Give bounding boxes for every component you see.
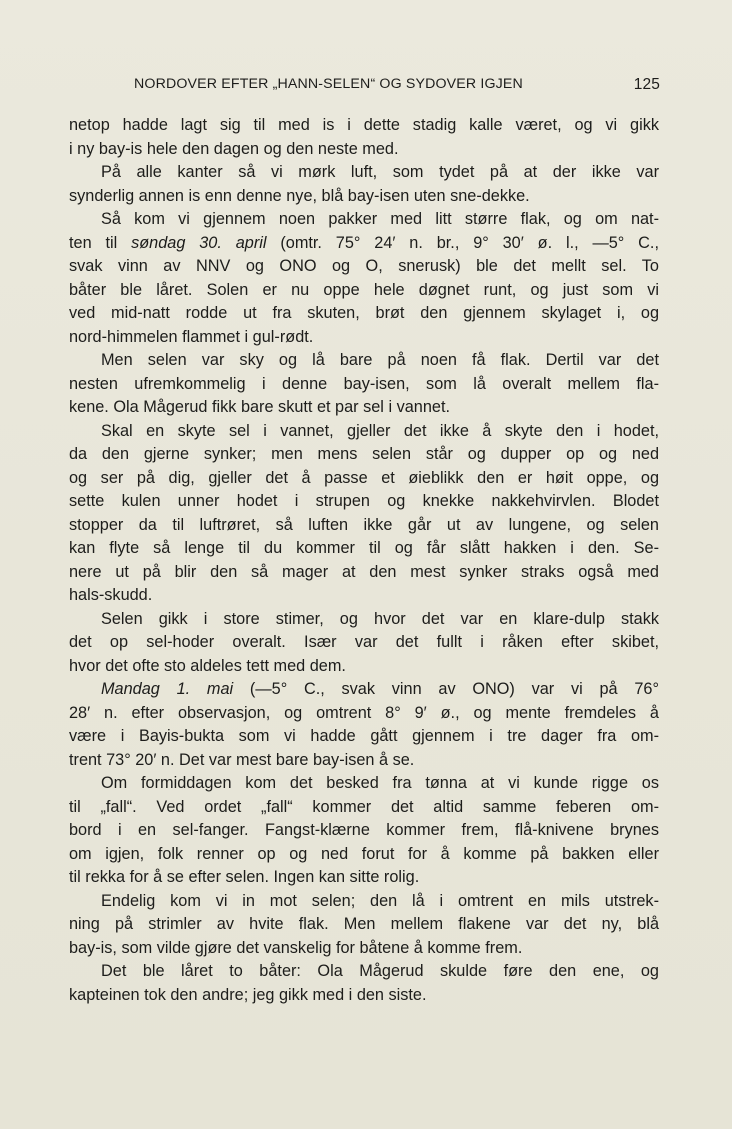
text-line: hals-skudd.: [69, 586, 153, 604]
paragraph: [69, 960, 659, 1007]
text-line: Så kom vi gjennem noen pakker med litt større flak, og om nat-: [101, 210, 659, 228]
text-line: nesten ufremkommelig i denne bay-isen, som lå overalt mellem fla-: [69, 374, 659, 393]
paragraph: [69, 208, 659, 349]
text-line: ten til søndag 30. april (omtr. 75° 24′ n. br., 9° 30′ ø. l., —5° C.,: [69, 233, 659, 252]
text-line: om igjen, folk renner op og ned forut for å komme på bakken eller: [69, 844, 659, 863]
text-line: da den gjerne synker; men mens selen står og dupper op og ned: [69, 445, 659, 463]
running-head: NORDOVER EFTER „HANN-SELEN“ OG SYDOVER IGJEN: [134, 76, 523, 92]
text-line: stopper da til luftrøret, så luften ikke går ut av lungene, og selen: [69, 515, 659, 534]
paragraph: [69, 349, 659, 420]
text-line: Men selen var sky og lå bare på noen få flak. Dertil var det: [101, 351, 659, 369]
text-line: og ser på dig, gjeller det å passe et øieblikk den er høit oppe, og: [69, 468, 659, 487]
paragraph: [69, 890, 659, 961]
text-line: være i Bayis-bukta som vi hadde gått gjennem i tre dager fra om-: [69, 727, 659, 745]
text-line: båter ble låret. Solen er nu oppe hele døgnet runt, og just som vi: [69, 280, 659, 299]
paragraph: [69, 114, 659, 161]
text-line: hvor det ofte sto aldeles tett med dem.: [69, 656, 346, 675]
text-line: netop hadde lagt sig til med is i dette stadig kalle været, og vi gikk: [69, 116, 659, 134]
text-line: kan flyte så lenge til du kommer til og får slått hakken i den. Se-: [69, 539, 659, 557]
text-line: synderlig annen is enn denne nye, blå bay-isen uten sne-dekke.: [69, 186, 530, 205]
text-line: i ny bay-is hele den dagen og den neste med.: [69, 139, 399, 158]
text-line: Om formiddagen kom det besked fra tønna at vi kunde rigge os: [101, 774, 659, 792]
paragraph: [69, 608, 659, 679]
text-line: Det ble låret to båter: Ola Mågerud skulde føre den ene, og: [101, 962, 659, 980]
text-line: til rekka for å se efter selen. Ingen kan sitte rolig.: [69, 868, 420, 886]
text-line: til „fall“. Ved ordet „fall“ kommer det altid samme feberen om-: [69, 797, 659, 816]
text-line: bord i en sel-fanger. Fangst-klærne kommer frem, flå-knivene brynes: [69, 821, 659, 839]
text-line: Endelig kom vi in mot selen; den lå i omtrent en mils utstrek-: [101, 891, 659, 910]
text-line: 28′ n. efter observasjon, og omtrent 8° 9′ ø., og mente fremdeles å: [69, 703, 659, 722]
text-line: sette kulen unner hodet i strupen og knekke nakkehvirvlen. Blodet: [69, 492, 659, 510]
text-line: nere ut på blir den så mager at den mest synker straks også med: [69, 562, 659, 581]
text-line: Selen gikk i store stimer, og hvor det var en klare-dulp stakk: [101, 609, 659, 628]
paragraph: [69, 772, 659, 890]
paragraph: [69, 678, 659, 772]
text-line: bay-is, som vilde gjøre det vanskelig for båtene å komme frem.: [69, 938, 523, 957]
text-line: ning på strimler av hvite flak. Men mellem flakene var det ny, blå: [69, 915, 659, 933]
text-line: nord-himmelen flammet i gul-rødt.: [69, 327, 314, 346]
text-line: ved mid-natt rodde ut fra skuten, brøt den gjennem skylaget i, og: [69, 304, 659, 322]
text-line: trent 73° 20′ n. Det var mest bare bay-isen å se.: [69, 750, 415, 769]
paragraph: [69, 420, 659, 608]
text-line: Mandag 1. mai (—5° C., svak vinn av ONO) var vi på 76°: [101, 680, 659, 698]
text-line: svak vinn av NNV og ONO og O, snerusk) ble det mellt sel. To: [69, 257, 659, 275]
text-line: kene. Ola Mågerud fikk bare skutt et par sel i vannet.: [69, 398, 450, 416]
text-line: det op sel-hoder overalt. Især var det fullt i råken efter skibet,: [69, 633, 659, 651]
text-line: kapteinen tok den andre; jeg gikk med i den siste.: [69, 985, 427, 1004]
page-number: 125: [633, 76, 660, 93]
page-header: [134, 76, 660, 98]
text-line: Skal en skyte sel i vannet, gjeller det ikke å skyte den i hodet,: [101, 421, 659, 440]
body-text: [69, 114, 659, 1007]
paragraph: [69, 161, 659, 208]
text-line: På alle kanter så vi mørk luft, som tydet på at der ikke var: [101, 163, 659, 181]
